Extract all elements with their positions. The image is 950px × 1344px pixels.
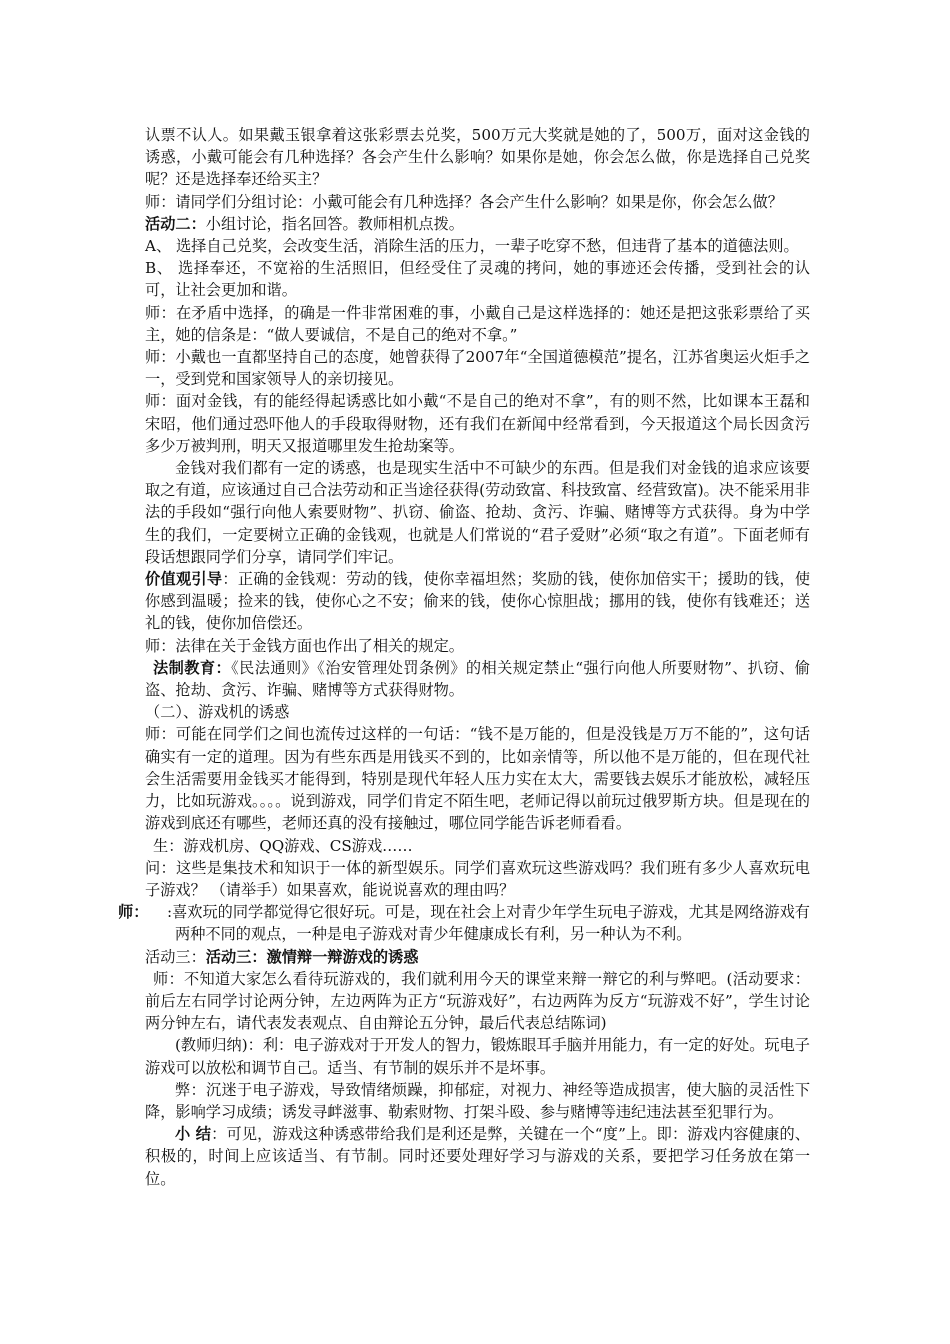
paragraph	[145, 1123, 810, 1190]
teacher-label: 师：	[118, 903, 149, 922]
paragraph: 师：面对金钱，有的能经得起诱惑比如小戴“不是自己的绝对不拿”，有的则不然，比如课本王磊和宋昭，他们通过恐吓他人的手段取得财物，还有我们在新闻中经常看到，今天报道这个局长因贪污多少万被判刑，明天又报道哪里发生抢劫案等。	[145, 392, 810, 455]
paragraph-text: 小组讨论，指名回答。教师相机点拨。	[205, 214, 464, 233]
paragraph: (教师归纳)：利：电子游戏对于开发人的智力，锻炼眼耳手脑并用能力，有一定的好处。玩电子游戏可以放松和调节自己。适当、有节制的娱乐并不是坏事。	[145, 1036, 810, 1077]
paragraph	[118, 901, 810, 945]
activity-label: 活动三：激情辩一辩游戏的诱惑	[205, 947, 419, 966]
paragraph: 师：请同学们分组讨论：小戴可能会有几种选择？各会产生什么影响？如果是你，你会怎么做？	[145, 192, 783, 211]
paragraph	[145, 657, 810, 701]
paragraph: 弊：沉迷于电子游戏，导致情绪烦躁，抑郁症，对视力、神经等造成损害，使大脑的灵活性下降，影响学习成绩；诱发寻衅滋事、勒索财物、打架斗殴、参与赌博等违纪违法甚至犯罪行为。	[145, 1080, 810, 1121]
paragraph: B、 选择奉还，不宽裕的生活照旧，但经受住了灵魂的拷问，她的事迹还会传播，受到社会的认可，让社会更加和谐。	[145, 259, 810, 300]
paragraph-text: ：正确的金钱观：劳动的钱，使你幸福坦然；奖励的钱，使你加倍实干；援助的钱，使你感到温暖；捡来的钱，使你心之不安；偷来的钱，使你心惊胆战；挪用的钱，使你有钱难还；送礼的钱，使你加倍偿还。	[145, 570, 811, 633]
document-body	[118, 124, 811, 1190]
paragraph: 师：可能在同学们之间也流传过这样的一句话：“钱不是万能的，但是没钱是万万不能的”，这句话确实有一定的道理。因为有些东西是用钱买不到的，比如亲情等，所以他不是万能的，但在现代社会生活需要用金钱买才能得到，特别是现代年轻人压力实在太大，需要钱去娱乐才能放松，减轻压力，比如玩游戏。。。。说到游戏，同学们肯定不陌生吧，老师记得以前玩过俄罗斯方块。但是现在的游戏到底还有哪些，老师还真的没有接触过，哪位同学能告诉老师看看。	[145, 725, 810, 833]
paragraph: A、 选择自己兑奖，会改变生活，消除生活的压力，一辈子吃穿不愁，但违背了基本的道德法则。	[145, 237, 799, 256]
paragraph-text: ：可见，游戏这种诱惑带给我们是利还是弊，关键在一个“度”上。即：游戏内容健康的、积极的，时间上应该适当、有节制。同时还要处理好学习与游戏的关系，要把学习任务放在第一位。	[145, 1125, 810, 1188]
paragraph: 金钱对我们都有一定的诱惑，也是现实生活中不可缺少的东西。但是我们对金钱的追求应该要取之有道，应该通过自己合法劳动和正当途径获得(劳动致富、科技致富、经营致富)。决不能采用非法的手段如“强行向他人索要财物”、扒窃、偷盗、抢劫、贪污、诈骗、赌博等方式获得。身为中学生的我们，一定要树立正确的金钱观，也就是人们常说的“君子爱财”必须“取之有道”。下面老师有段话想跟同学们分享，请同学们牢记。	[145, 459, 810, 566]
paragraph: 问：这些是集技术和知识于一体的新型娱乐。同学们喜欢玩这些游戏吗？我们班有多少人喜欢玩电子游戏？ （请举手）如果喜欢，能说说喜欢的理由吗？	[145, 858, 810, 899]
paragraph: 师：在矛盾中选择，的确是一件非常困难的事，小戴自己是这样选择的：她还是把这张彩票给了买主，她的信条是：“做人要诚信，不是自己的绝对不拿。”	[145, 303, 810, 344]
paragraph: 师：不知道大家怎么看待玩游戏的，我们就利用今天的课堂来辩一辩它的利与弊吧。(活动要求：前后左右同学讨论两分钟，左边两阵为正方“玩游戏好”，右边两阵为反方“玩游戏不好”，学生讨论两分钟左右，请代表发表观点、自由辩论五分钟，最后代表总结陈词)	[145, 969, 810, 1033]
summary-label: 小 结	[175, 1125, 212, 1144]
section-heading: （二）、游戏机的诱惑	[145, 703, 290, 722]
activity-prefix: 活动三：	[145, 947, 206, 966]
paragraph-text: :喜欢玩的同学都觉得它很好玩。可是，现在社会上对青少年学生玩电子游戏，尤其是网络游戏有两种不同的观点，一种是电子游戏对青少年健康成长有利，另一种认为不利。	[167, 903, 810, 944]
activity-label: 活动二：	[145, 214, 206, 233]
paragraph	[145, 568, 810, 635]
paragraph: 生：游戏机房、QQ游戏、CS游戏……	[153, 836, 413, 855]
value-guidance-label: 价值观引导	[145, 570, 223, 589]
paragraph	[145, 213, 810, 235]
paragraph-text: 《民法通则》《治安管理处罚条例》的相关规定禁止“强行向他人所要财物”、扒窃、偷盗、抢劫、贪污、诈骗、赌博等方式获得财物。	[145, 658, 810, 700]
paragraph: 认票不认人。如果戴玉银拿着这张彩票去兑奖，500万元大奖就是她的了，500万，面对这金钱的诱惑，小戴可能会有几种选择？各会产生什么影响？如果你是她，你会怎么做，你是选择自己兑奖呢？还是选择奉还给买主？	[145, 126, 810, 189]
legal-education-label: 法制教育：	[153, 658, 232, 677]
paragraph	[145, 946, 810, 968]
paragraph: 师：法律在关于金钱方面也作出了相关的规定。	[145, 636, 464, 655]
paragraph: 师：小戴也一直都坚持自己的态度，她曾获得了2007年“全国道德模范”提名，江苏省奥运火炬手之一，受到党和国家领导人的亲切接见。	[145, 348, 810, 389]
